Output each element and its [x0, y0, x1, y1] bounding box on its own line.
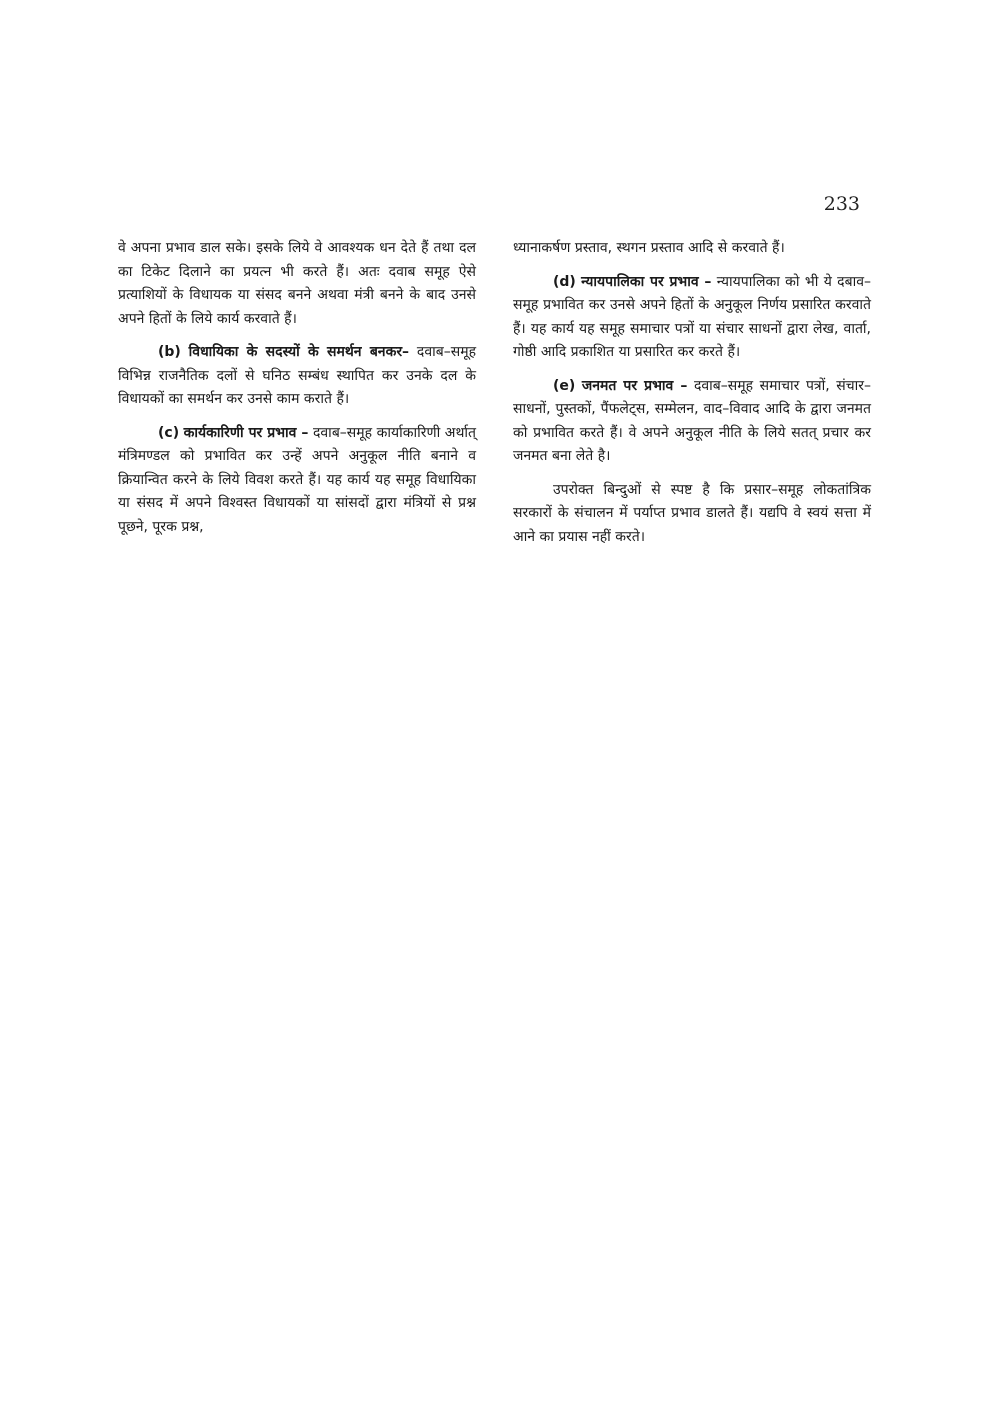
point-d	[513, 271, 871, 365]
point-b-heading: विधायिका के सदस्यों के समर्थन बनकर–	[188, 344, 410, 360]
point-d-heading: न्यायपालिका पर प्रभाव –	[581, 273, 712, 290]
point-c	[118, 422, 476, 540]
point-e-heading: जनमत पर प्रभाव –	[581, 377, 688, 394]
paragraph-continuation: वे अपना प्रभाव डाल सके। इसके लिये वे आवश्यक धन देते हैं तथा दल का टिकेट दिलाने का प्रयत्न भी करते हैं। अतः दवाब समूह ऐसे प्रत्याशियों के विधायक या संसद बनने अथवा मंत्री बनने के बाद उनसे अपने हितों के लिये कार्य करवाते हैं।	[118, 240, 476, 327]
page-number: 233	[823, 193, 860, 215]
point-b	[118, 341, 476, 412]
point-d-label: (d)	[553, 273, 576, 290]
point-b-label: (b)	[158, 344, 181, 360]
left-column	[118, 237, 476, 549]
point-c-heading: कार्यकारिणी पर प्रभाव –	[183, 424, 309, 441]
conclusion-paragraph: उपरोक्त बिन्दुओं से स्पष्ट है कि प्रसार–समूह लोकतांत्रिक सरकारों के संचालन में पर्याप्त प्रभाव डालते हैं। यद्यपि वे स्वयं सत्ता में आने का प्रयास नहीं करते।	[513, 481, 871, 545]
point-b-text: दवाब–समूह विभिन्न राजनैतिक दलों से घनिठ सम्बंध स्थापित कर उनके दल के विधायकों का समर्थन कर उनसे काम कराते हैं।	[118, 344, 476, 407]
point-d-text: न्यायपालिका को भी ये दबाव–समूह प्रभावित कर उनसे अपने हितों के अनुकूल निर्णय प्रसारित करवाते हैं। यह कार्य यह समूह समाचार पत्रों या संचार साधनों द्वारा लेख, वार्ता, गोष्ठी आदि प्रकाशित या प्रसारित कर करते हैं।	[513, 273, 871, 360]
point-e-text: दवाब–समूह समाचार पत्रों, संचार–साधनों, पुस्तकों, पैंफलेट्स, सम्मेलन, वाद–विवाद आदि के द्वारा जनमत को प्रभावित करते हैं। वे अपने अनुकूल नीति के लिये सतत् प्रचार कर जनमत बना लेते है।	[513, 377, 872, 464]
point-e-label: (e)	[553, 377, 576, 394]
point-c-label: (c)	[158, 424, 180, 441]
point-c-text: दवाब–समूह कार्याकारिणी अर्थात् मंत्रिमण्डल को प्रभावित कर उन्हें अपने अनुकूल नीति बनाने व क्रियान्वित करने के लिये विवश करते हैं। यह कार्य यह समूह विधायिका या संसद में अपने विश्वस्त विधायकों या सांसदों द्वारा मंत्रियों से प्रश्न पूछने, पूरक प्रश्न,	[118, 424, 477, 535]
point-e	[513, 375, 871, 469]
right-column	[513, 237, 871, 559]
paragraph-continuation-right: ध्यानाकर्षण प्रस्ताव, स्थगन प्रस्ताव आदि से करवाते हैं।	[513, 240, 785, 256]
